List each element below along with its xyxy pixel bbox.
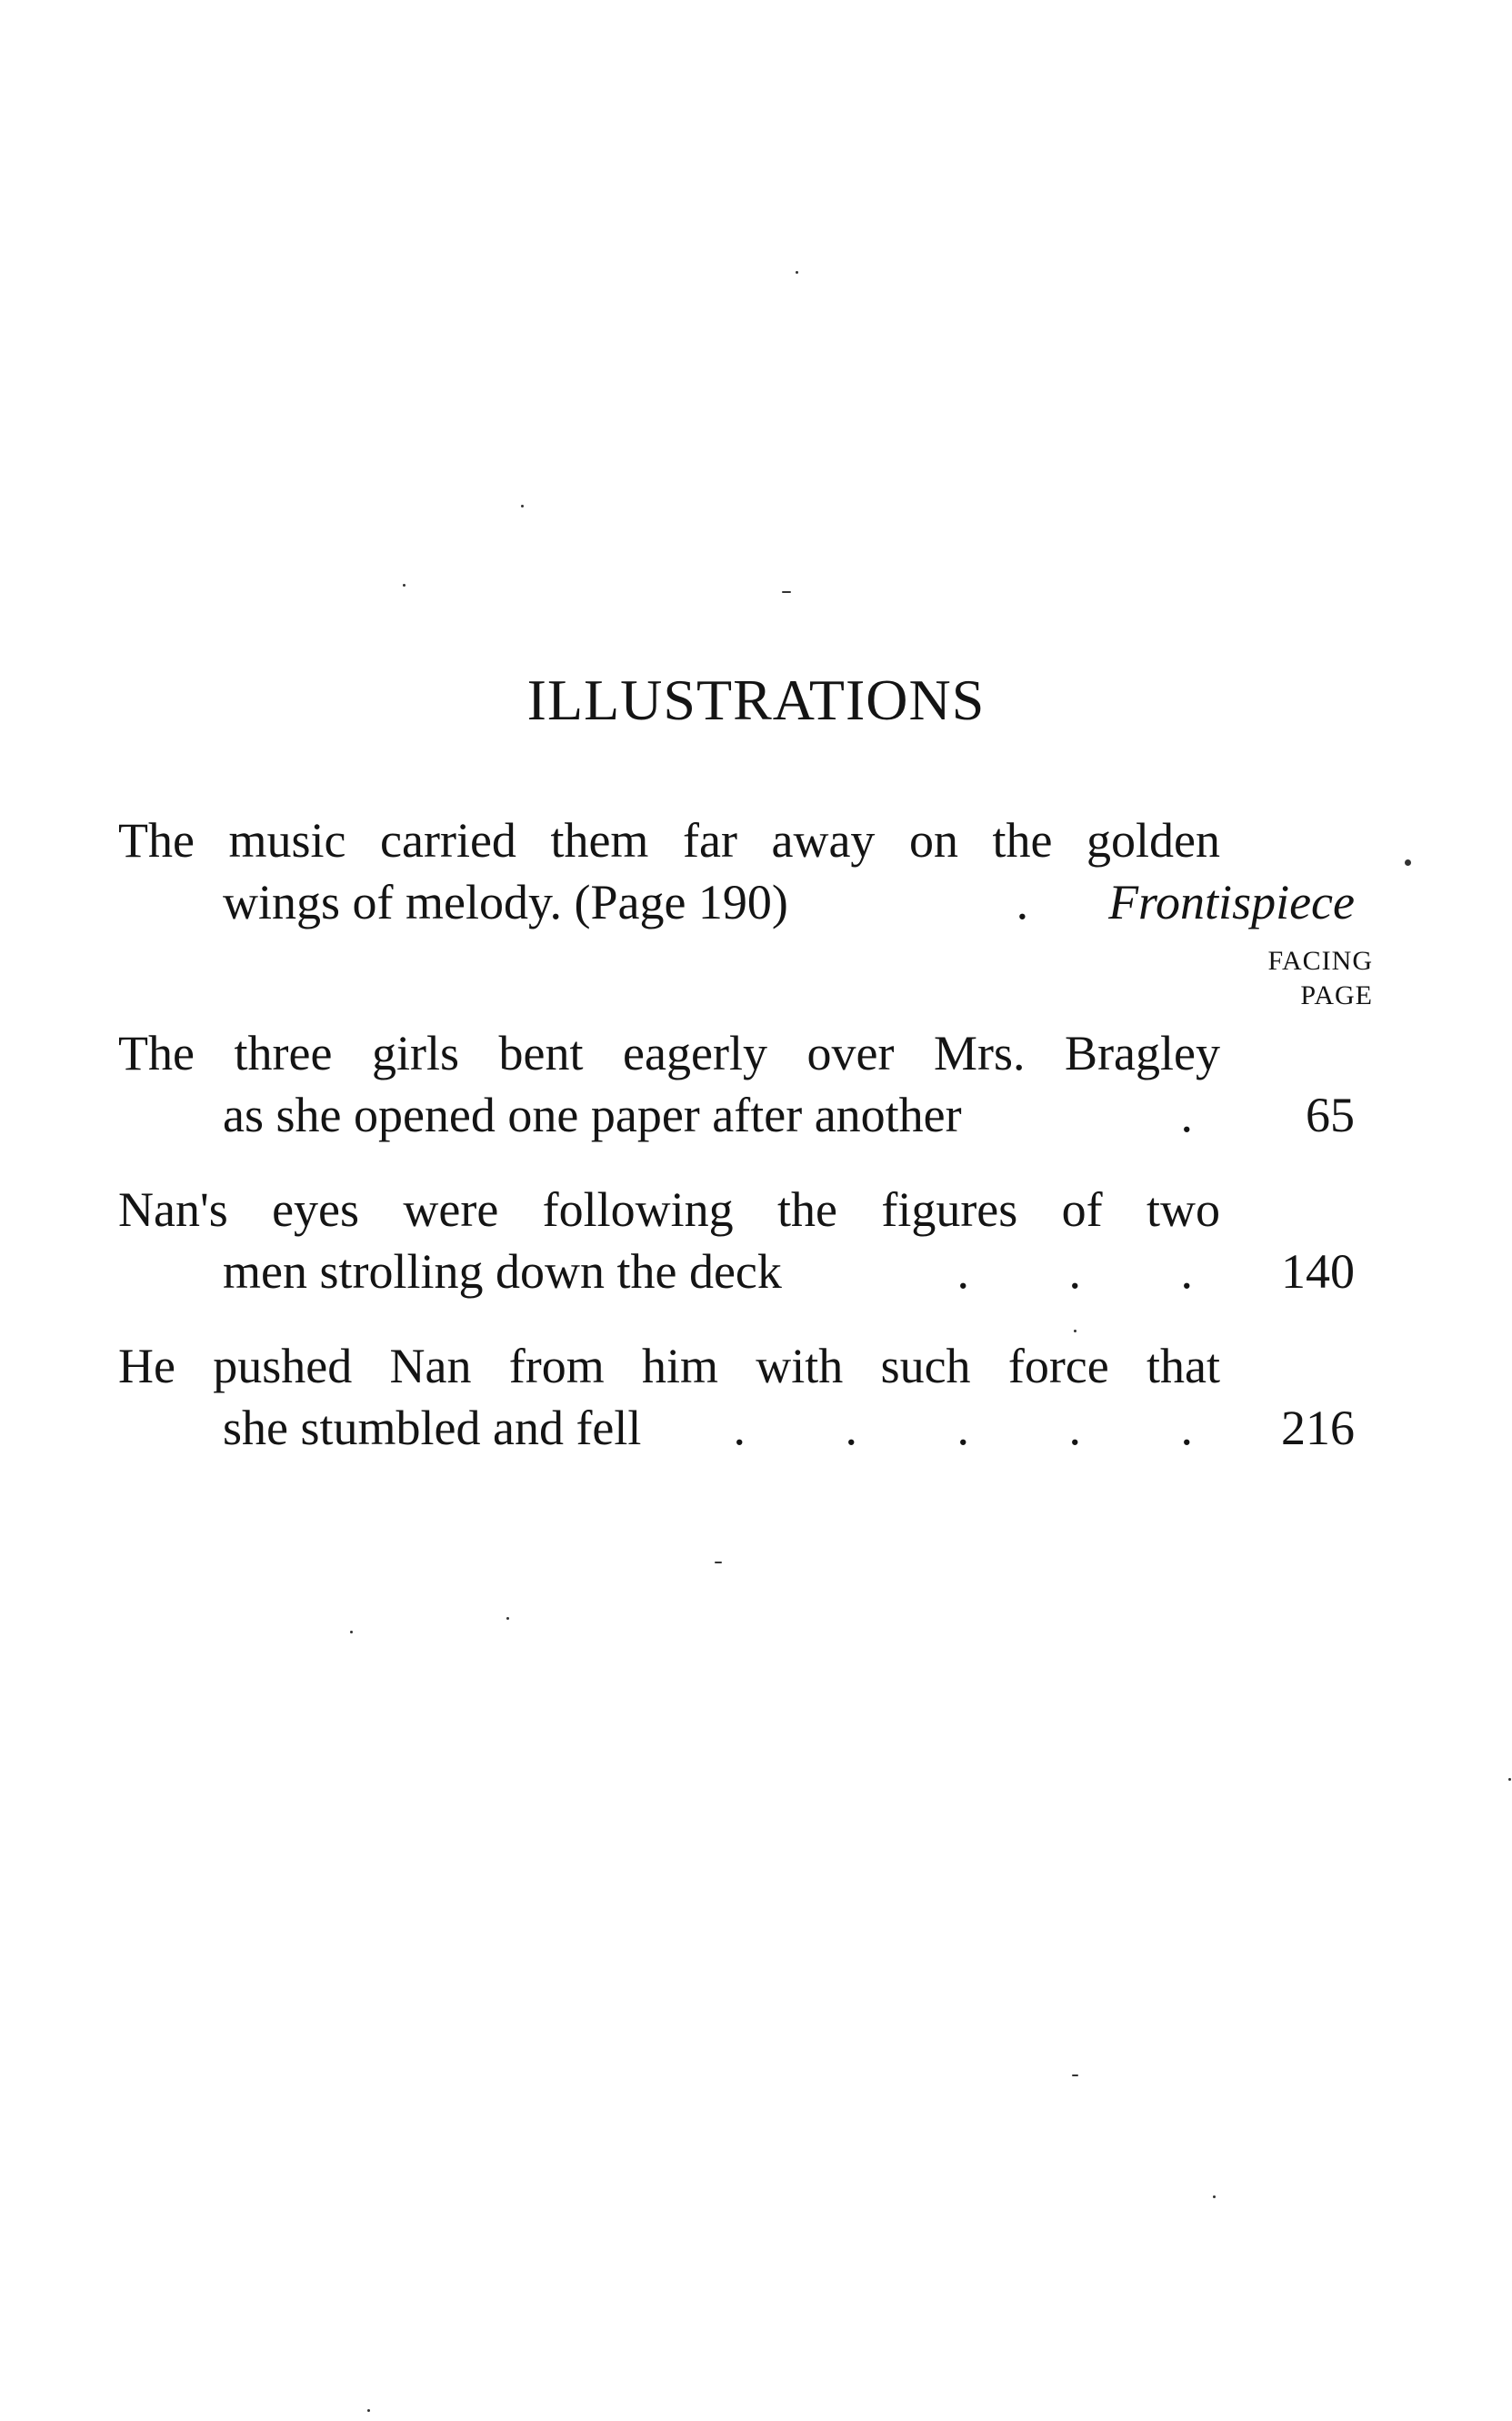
- illustration-entry: [118, 809, 1355, 933]
- scan-speck: [1405, 859, 1411, 866]
- entry-caption-line-1: The music carried them far away on the golden: [118, 813, 1220, 868]
- facing-label: FACING: [1267, 946, 1373, 976]
- illustration-entry: [118, 1179, 1355, 1302]
- scan-speck: [782, 591, 791, 593]
- entry-caption-continuation: wings of melody. (Page 190): [223, 875, 788, 929]
- scan-speck: [350, 1631, 353, 1633]
- entry-page-number: 65: [1306, 1088, 1355, 1142]
- page-label: PAGE: [1300, 980, 1373, 1010]
- leader-dots: . . .: [956, 1244, 1237, 1299]
- entry-caption-continuation: she stumbled and fell: [223, 1401, 642, 1455]
- entry-page-reference: Frontispiece: [1108, 875, 1355, 929]
- illustrations-list: [118, 809, 1373, 1459]
- scan-speck: [506, 1617, 509, 1620]
- facing-page-label-block: [118, 933, 1373, 1022]
- entry-page-number: 140: [1281, 1244, 1355, 1299]
- entry-caption-line-2: [118, 1241, 1355, 1302]
- entry-caption-line-2: [118, 871, 1355, 933]
- scan-speck: [1074, 1330, 1076, 1332]
- scan-speck: [521, 505, 524, 507]
- scan-speck: [796, 271, 798, 274]
- illustration-entry: [118, 1335, 1355, 1459]
- scan-speck: [1072, 2074, 1078, 2076]
- entry-caption-continuation: as she opened one paper after another: [223, 1088, 962, 1142]
- leader-dots: .: [1016, 875, 1073, 929]
- entry-caption-continuation: men strolling down the deck: [223, 1244, 782, 1299]
- illustration-entry: [118, 1022, 1355, 1146]
- scan-speck: [403, 584, 406, 587]
- entry-caption-line-1: Nan's eyes were following the figures of two: [118, 1182, 1220, 1237]
- entry-caption-line-2: [118, 1084, 1355, 1146]
- scan-speck: [367, 2409, 370, 2412]
- scan-speck: [715, 1562, 722, 1563]
- leader-dots: .: [1180, 1088, 1237, 1142]
- scan-speck: [1508, 1778, 1511, 1781]
- entry-page-number: 216: [1281, 1401, 1355, 1455]
- scan-speck: [1213, 2195, 1216, 2198]
- entry-caption-line-1: The three girls bent eagerly over Mrs. Bragley: [118, 1026, 1220, 1080]
- page-heading: ILLUSTRATIONS: [526, 668, 986, 732]
- entry-caption-line-2: [118, 1397, 1355, 1459]
- entry-caption-line-1: He pushed Nan from him with such force that: [118, 1339, 1220, 1393]
- leader-dots: . . . . .: [733, 1401, 1237, 1455]
